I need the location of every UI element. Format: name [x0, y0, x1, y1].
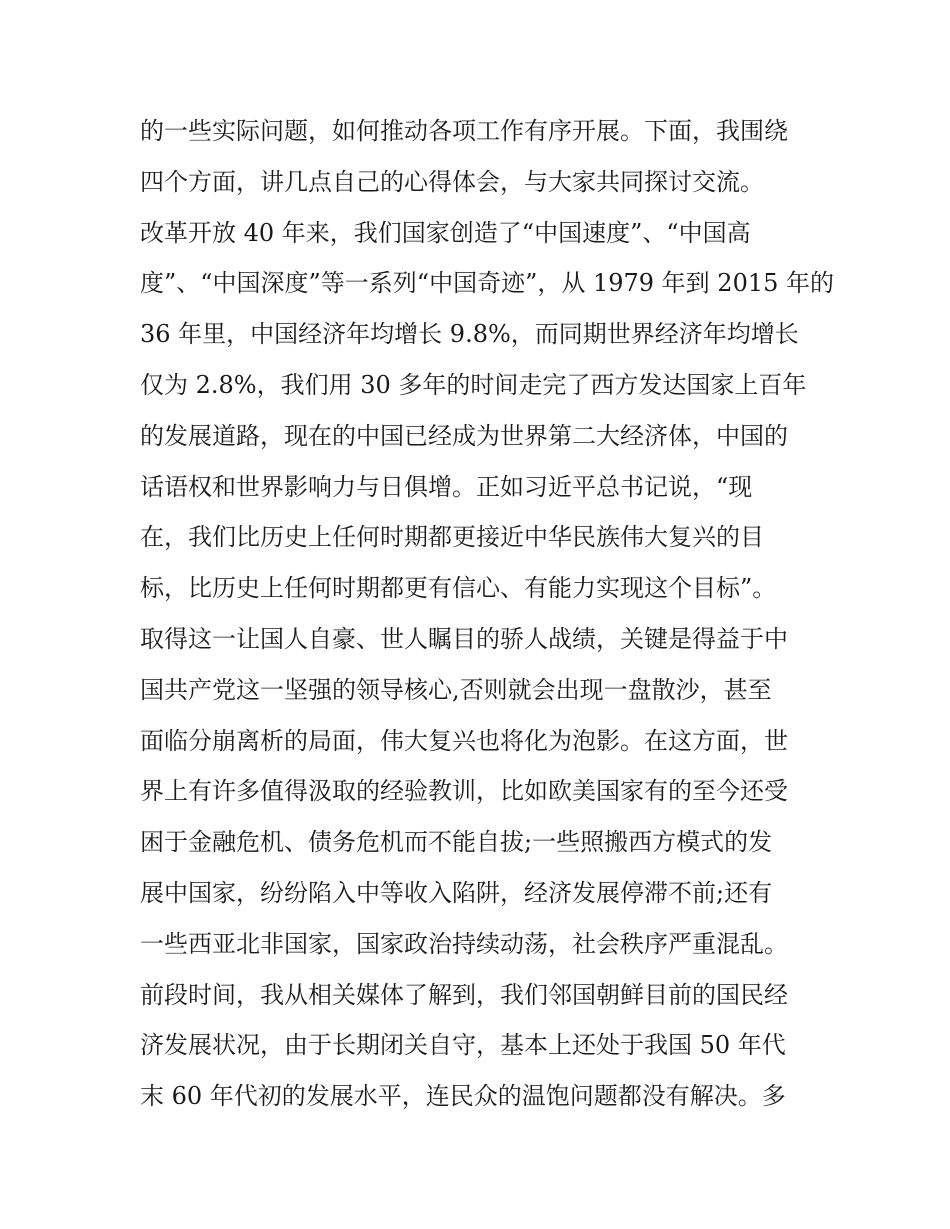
text-line: 改革开放 40 年来，我们国家创造了“中国速度”、“中国高 — [140, 218, 751, 247]
text-line: 一些西亚北非国家，国家政治持续动荡，社会秩序严重混乱。 — [140, 929, 788, 958]
text-line: 困于金融危机、债务危机而不能自拔;一些照搬西方模式的发 — [140, 828, 773, 857]
text-line: 展中国家，纷纷陷入中等收入陷阱，经济发展停滞不前;还有 — [140, 878, 773, 907]
body-text — [140, 106, 835, 1122]
text-line: 末 60 年代初的发展水平，连民众的温饱问题都没有解决。多 — [140, 1082, 786, 1111]
text-line: 界上有许多值得汲取的经验教训，比如欧美国家有的至今还受 — [140, 777, 788, 806]
text-line: 话语权和世界影响力与日俱增。正如习近平总书记说，“现 — [140, 472, 753, 501]
text-line: 36 年里，中国经济年均增长 9.8%，而同期世界经济年均增长 — [140, 320, 799, 349]
text-line: 国共产党这一坚强的领导核心,否则就会出现一盘散沙，甚至 — [140, 675, 772, 704]
text-line: 前段时间，我从相关媒体了解到，我们邻国朝鲜目前的国民经 — [140, 980, 788, 1009]
text-line: 度”、“中国深度”等一系列“中国奇迹”，从 1979 年到 2015 年的 — [140, 269, 835, 298]
text-line: 济发展状况，由于长期闭关自守，基本上还处于我国 50 年代 — [140, 1031, 786, 1060]
text-line: 在，我们比历史上任何时期都更接近中华民族伟大复兴的目 — [140, 523, 764, 552]
text-line: 面临分崩离析的局面，伟大复兴也将化为泡影。在这方面，世 — [140, 726, 788, 755]
text-line: 的一些实际问题，如何推动各项工作有序开展。下面，我围绕 — [140, 117, 788, 145]
text-line: 仅为 2.8%，我们用 30 多年的时间走完了西方发达国家上百年 — [140, 370, 807, 399]
text-line: 四个方面，讲几点自己的心得体会，与大家共同探讨交流。 — [140, 167, 764, 196]
text-line: 标，比历史上任何时期都更有信心、有能力实现这个目标”。 — [140, 574, 777, 603]
text-line: 取得这一让国人自豪、世人瞩目的骄人战绩，关键是得益于中 — [140, 624, 788, 653]
text-line: 的发展道路，现在的中国已经成为世界第二大经济体，中国的 — [140, 421, 788, 450]
